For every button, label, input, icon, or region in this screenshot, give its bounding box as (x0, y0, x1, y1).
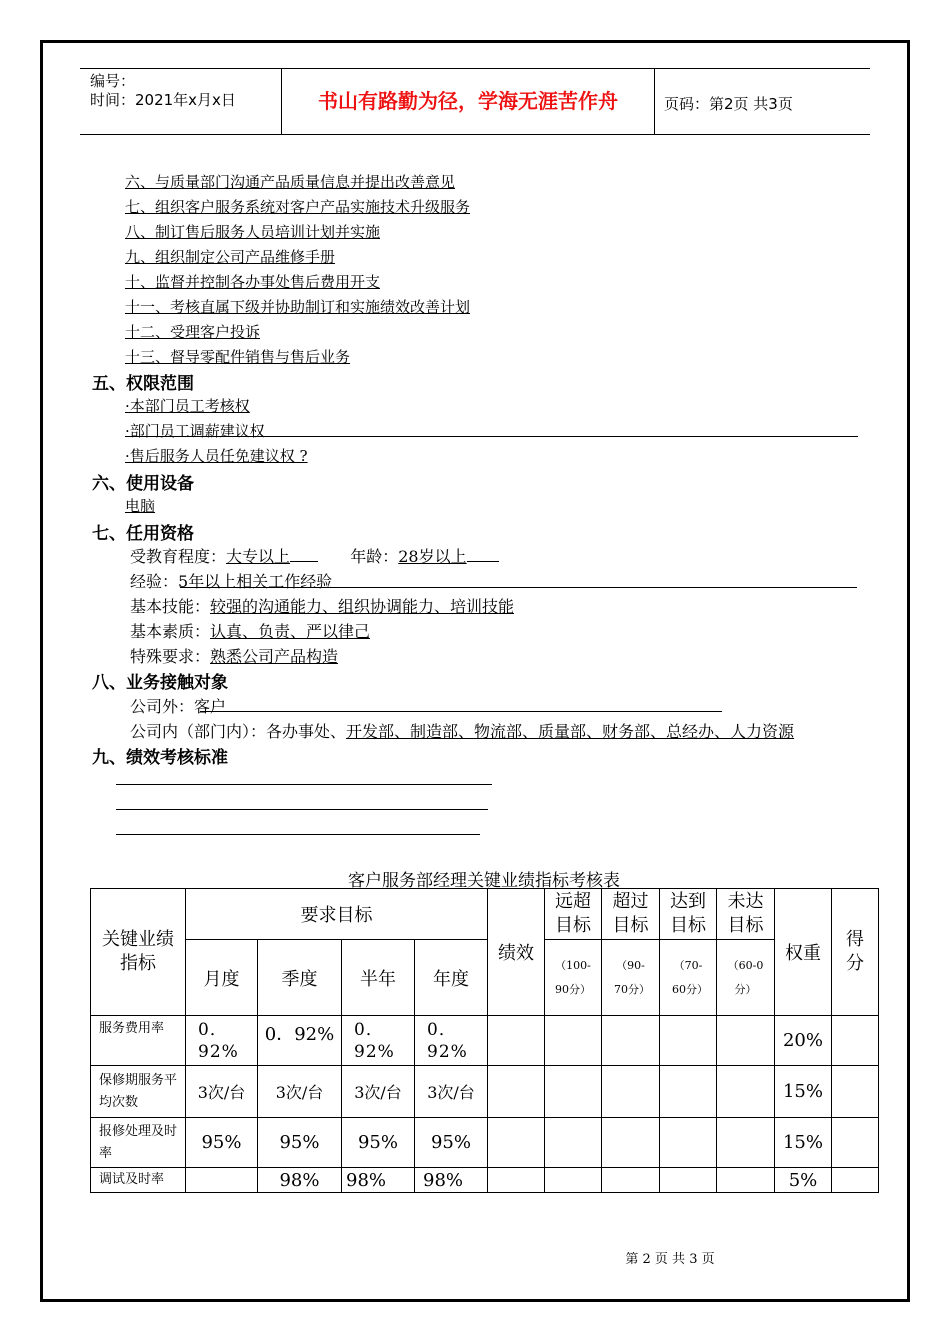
cell-empty (488, 1168, 545, 1193)
grade-header: 未达目标 (717, 889, 775, 940)
header-motto: 书山有路勤为径，学海无涯苦作舟 (282, 69, 655, 134)
duty-item: 十一、考核直属下级并协助制订和实施绩效改善计划 (125, 298, 471, 316)
performance-header: 绩效 (488, 889, 545, 1016)
external-row (130, 694, 226, 717)
duty-item: 九、组织制定公司产品维修手册 (125, 248, 336, 266)
score-header: 得分 (832, 889, 879, 1016)
cell-quarter: 95% (258, 1118, 342, 1168)
cell-quarter: 0．92% (258, 1016, 342, 1066)
header-meta (80, 69, 282, 134)
cell-half: 0．92% (342, 1016, 415, 1066)
kpi-table (90, 888, 879, 1193)
kpi-name: 调试及时率 (91, 1168, 186, 1193)
quality-value: 认真、负责、严以律己 (210, 622, 371, 641)
cell-month: 3次/台 (186, 1066, 258, 1118)
weight-header: 权重 (775, 889, 832, 1016)
grade-header: 超过目标 (602, 889, 660, 940)
internal-row (130, 719, 794, 742)
cell-half: 95% (342, 1118, 415, 1168)
kpi-name: 服务费用率 (91, 1016, 186, 1066)
underline-rule (200, 711, 722, 712)
cell-weight: 5% (775, 1168, 832, 1193)
duty-item: 八、制订售后服务人员培训计划并实施 (125, 223, 381, 241)
age-value: 28岁以上 (398, 547, 467, 566)
experience-label: 经验： (130, 572, 179, 591)
section-authority-title: 五、权限范围 (92, 374, 194, 394)
grade-header: 达到目标 (660, 889, 717, 940)
cell-empty (660, 1168, 717, 1193)
period-header: 季度 (258, 940, 342, 1016)
table-row (91, 1016, 879, 1066)
kpi-name: 报修处理及时率 (91, 1118, 186, 1168)
cell-empty (545, 1016, 602, 1066)
cell-empty (602, 1066, 660, 1118)
cell-half: 98% (342, 1168, 415, 1193)
period-header: 半年 (342, 940, 415, 1016)
target-header: 要求目标 (186, 889, 488, 940)
cell-year: 98% (415, 1168, 488, 1193)
cell-half: 3次/台 (342, 1066, 415, 1118)
duty-item: 六、与质量部门沟通产品质量信息并提出改善意见 (125, 173, 456, 191)
grade-range: （100-90分） (545, 940, 602, 1016)
grade-range: （60-0分） (717, 940, 775, 1016)
internal-label: 公司内（部门内）：各办事处、 (130, 722, 347, 741)
special-row (130, 644, 338, 667)
cell-month (186, 1168, 258, 1193)
grade-range: （70-60分） (660, 940, 717, 1016)
cell-empty (832, 1168, 879, 1193)
quality-label: 基本素质： (130, 622, 211, 641)
number-label: 编号： (90, 72, 136, 90)
external-value: 客户 (194, 697, 227, 716)
cell-empty (717, 1118, 775, 1168)
cell-month: 0．92% (186, 1016, 258, 1066)
cell-empty (602, 1168, 660, 1193)
cell-empty (488, 1016, 545, 1066)
age-label: 年龄： (350, 547, 399, 566)
quality-row (130, 619, 370, 642)
cell-empty (545, 1066, 602, 1118)
cell-empty (717, 1016, 775, 1066)
cell-empty (717, 1066, 775, 1118)
underline-rule (125, 436, 858, 437)
education-row (130, 544, 499, 567)
cell-year: 3次/台 (415, 1066, 488, 1118)
cell-empty (602, 1016, 660, 1066)
cell-month: 95% (186, 1118, 258, 1168)
cell-empty (545, 1168, 602, 1193)
special-value: 熟悉公司产品构造 (210, 647, 339, 666)
external-label: 公司外： (130, 697, 195, 716)
education-value: 大专以上 (226, 547, 291, 566)
table-row (91, 1168, 879, 1193)
skills-label: 基本技能： (130, 597, 211, 616)
equipment-value: 电脑 (125, 497, 156, 515)
cell-weight: 15% (775, 1118, 832, 1168)
duty-item: 十、监督并控制各办事处售后费用开支 (125, 273, 381, 291)
duty-item: 十三、督导零配件销售与售后业务 (125, 348, 351, 366)
education-label: 受教育程度： (130, 547, 227, 566)
blank-rule (116, 834, 480, 835)
cell-empty (832, 1066, 879, 1118)
period-header: 月度 (186, 940, 258, 1016)
blank-rule (116, 784, 492, 785)
authority-item: ·售后服务人员任免建议权 ? (125, 447, 308, 465)
table-row (91, 1066, 879, 1118)
cell-empty (545, 1118, 602, 1168)
section-performance-title: 九、绩效考核标准 (92, 748, 228, 768)
cell-quarter: 98% (258, 1168, 342, 1193)
skills-row (130, 594, 514, 617)
kpi-header: 关键业绩指标 (91, 889, 186, 1016)
document-header (80, 68, 870, 135)
cell-quarter: 3次/台 (258, 1066, 342, 1118)
cell-year: 95% (415, 1118, 488, 1168)
grade-header: 远超目标 (545, 889, 602, 940)
experience-value: 5年以上相关工作经验 (178, 572, 333, 591)
cell-empty (660, 1016, 717, 1066)
experience-row (130, 569, 332, 592)
duty-item: 七、组织客户服务系统对客户产品实施技术升级服务 (125, 198, 471, 216)
cell-empty (488, 1066, 545, 1118)
duty-item: 十二、受理客户投诉 (125, 323, 261, 341)
cell-weight: 15% (775, 1066, 832, 1118)
skills-value: 较强的沟通能力、组织协调能力、培训技能 (210, 597, 515, 616)
section-qualification-title: 七、任用资格 (92, 524, 194, 544)
header-page-label: 页码：第2页 共3页 (664, 95, 793, 113)
authority-item: ·本部门员工考核权 (125, 397, 250, 415)
cell-empty (832, 1016, 879, 1066)
kpi-table-caption: 客户服务部经理关键业绩指标考核表 (348, 871, 620, 891)
cell-empty (602, 1118, 660, 1168)
cell-empty (660, 1066, 717, 1118)
cell-weight: 20% (775, 1016, 832, 1066)
internal-value: 开发部、制造部、物流部、质量部、财务部、总经办、人力资源 (346, 722, 795, 741)
period-header: 年度 (415, 940, 488, 1016)
underline-rule (180, 587, 857, 588)
cell-empty (717, 1168, 775, 1193)
kpi-name: 保修期服务平均次数 (91, 1066, 186, 1118)
special-label: 特殊要求： (130, 647, 211, 666)
grade-range: （90-70分） (602, 940, 660, 1016)
cell-empty (488, 1118, 545, 1168)
authority-item: ·部门员工调薪建议权 (125, 422, 265, 440)
section-equipment-title: 六、使用设备 (92, 474, 194, 494)
table-row (91, 1118, 879, 1168)
date-label: 时间：2021年x月x日 (90, 91, 236, 109)
cell-empty (832, 1118, 879, 1168)
blank-rule (116, 809, 488, 810)
page-footer: 第 2 页 共 3 页 (625, 1252, 715, 1267)
cell-empty (660, 1118, 717, 1168)
cell-year: 0．92% (415, 1016, 488, 1066)
section-contacts-title: 八、业务接触对象 (92, 673, 228, 693)
